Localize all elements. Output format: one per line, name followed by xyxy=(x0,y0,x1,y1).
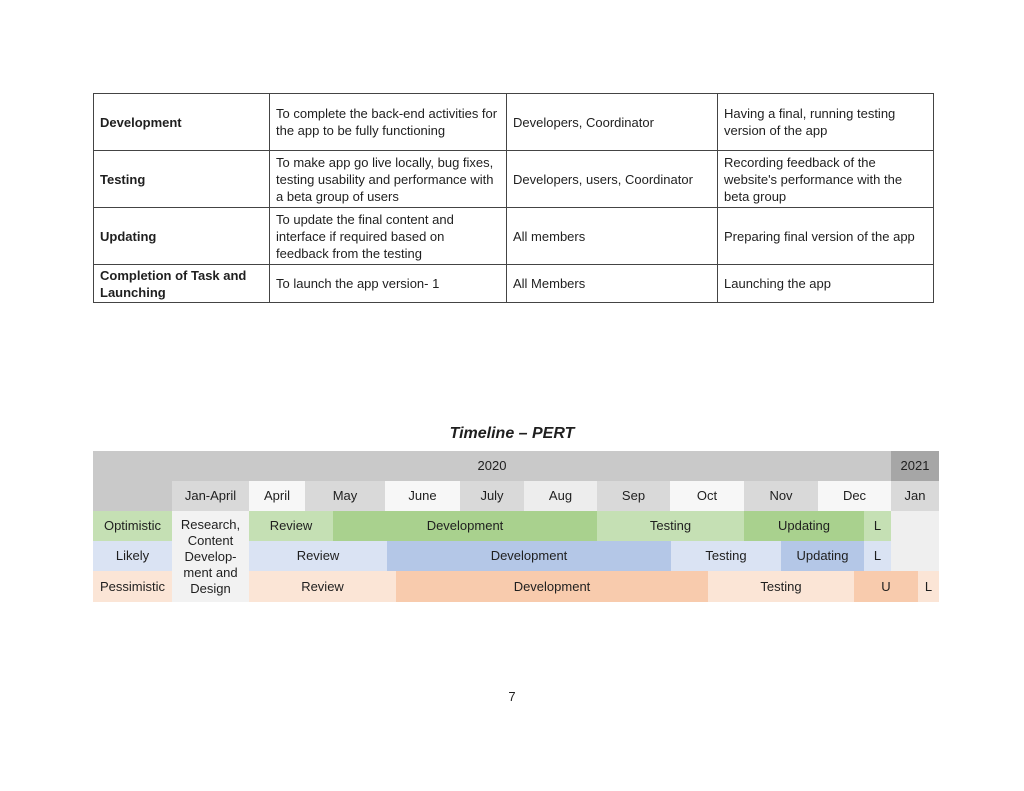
month-header: Nov xyxy=(744,481,818,511)
objective-cell: To complete the back-end activities for the app to be fully functioning xyxy=(270,94,507,151)
deliverable-cell: Launching the app xyxy=(718,265,934,303)
likely-updating-bar: Updating xyxy=(781,541,864,571)
phase-cell: Completion of Task and Launching xyxy=(94,265,270,303)
phase-cell: Testing xyxy=(94,151,270,208)
pessimistic-launch-bar: L xyxy=(918,571,939,602)
table-row xyxy=(94,151,934,208)
objective-cell: To launch the app version- 1 xyxy=(270,265,507,303)
optimistic-development-bar: Development xyxy=(333,511,597,541)
month-row-corner xyxy=(93,481,172,511)
responsible-cell: Developers, users, Coordinator xyxy=(507,151,718,208)
month-header: Jan xyxy=(891,481,939,511)
table-row xyxy=(94,208,934,265)
objective-cell: To make app go live locally, bug fixes, testing usability and performance with a beta group of users xyxy=(270,151,507,208)
month-header: Sep xyxy=(597,481,670,511)
pert-timeline-grid xyxy=(93,451,939,602)
pessimistic-review-bar: Review xyxy=(249,571,396,602)
activities-table xyxy=(93,93,934,303)
phase-cell: Development xyxy=(94,94,270,151)
month-header: June xyxy=(385,481,460,511)
likely-launch-bar: L xyxy=(864,541,891,571)
optimistic-review-bar: Review xyxy=(249,511,333,541)
month-header: May xyxy=(305,481,385,511)
objective-cell: To update the final content and interface if required based on feedback from the testing xyxy=(270,208,507,265)
responsible-cell: Developers, Coordinator xyxy=(507,94,718,151)
month-header: Aug xyxy=(524,481,597,511)
pessimistic-development-bar: Development xyxy=(396,571,708,602)
phase-cell: Updating xyxy=(94,208,270,265)
page-number: 7 xyxy=(508,689,516,704)
month-header: Dec xyxy=(818,481,891,511)
table-row xyxy=(94,265,934,303)
year-2020-header: 2020 xyxy=(93,451,891,481)
month-header: July xyxy=(460,481,524,511)
optimistic-testing-bar: Testing xyxy=(597,511,744,541)
table-row xyxy=(94,94,934,151)
row-label-likely: Likely xyxy=(93,541,172,571)
optimistic-launch-bar: L xyxy=(864,511,891,541)
pessimistic-testing-bar: Testing xyxy=(708,571,854,602)
deliverable-cell: Preparing final version of the app xyxy=(718,208,934,265)
month-header: Jan-April xyxy=(172,481,249,511)
timeline-title: Timeline – PERT xyxy=(449,425,575,442)
month-header: Oct xyxy=(670,481,744,511)
likely-development-bar: Development xyxy=(387,541,671,571)
likely-testing-bar: Testing xyxy=(671,541,781,571)
year-2021-header: 2021 xyxy=(891,451,939,481)
optimistic-updating-bar: Updating xyxy=(744,511,864,541)
deliverable-cell: Recording feedback of the website's performance with the beta group xyxy=(718,151,934,208)
pessimistic-updating-bar: U xyxy=(854,571,918,602)
jan-2021-empty xyxy=(891,511,939,571)
responsible-cell: All Members xyxy=(507,265,718,303)
research-block: Research, Content Develop-ment and Design xyxy=(172,511,249,602)
responsible-cell: All members xyxy=(507,208,718,265)
month-header: April xyxy=(249,481,305,511)
deliverable-cell: Having a final, running testing version of the app xyxy=(718,94,934,151)
row-label-optimistic: Optimistic xyxy=(93,511,172,541)
likely-review-bar: Review xyxy=(249,541,387,571)
row-label-pessimistic: Pessimistic xyxy=(93,571,172,602)
